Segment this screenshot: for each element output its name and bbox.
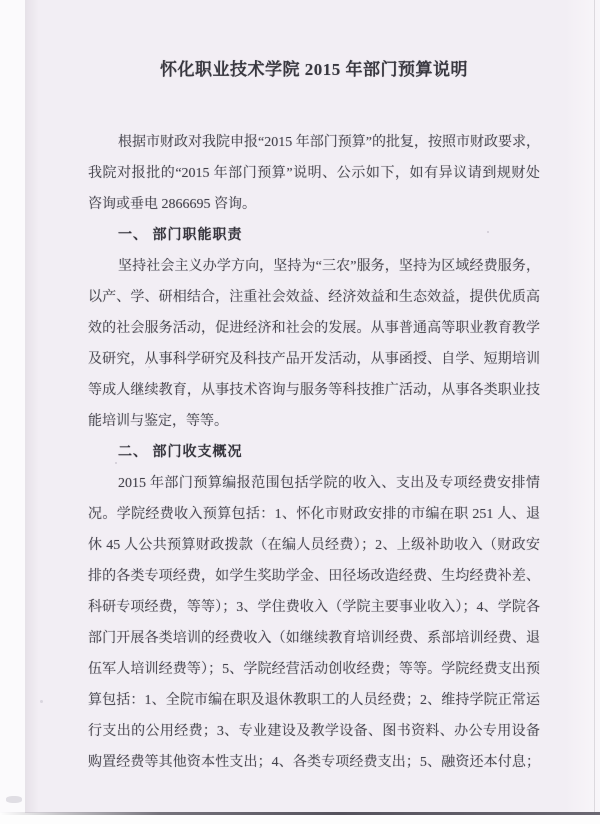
text-line: 我院对报批的“2015 年部门预算”说明、公示如下，如有异议请到规财处 (88, 166, 540, 181)
text-line: 科研专项经费，等等）；3、学住费收入（学院主要事业收入）；4、学院各 (88, 600, 540, 615)
section-heading: 一、 部门职能职责 (118, 228, 243, 243)
text-line: 2015 年部门预算编报范围包括学院的收入、支出及专项经费安排情 (118, 476, 540, 491)
scan-speck (115, 462, 117, 464)
scanner-bed-left-strip (0, 0, 25, 813)
text-line: 部门开展各类培训的经费收入（如继续教育培训经费、系部培训经费、退 (88, 631, 540, 646)
document-body (88, 127, 540, 778)
scan-speck (487, 231, 489, 233)
page-right-edge (594, 0, 595, 812)
scan-speck (152, 203, 155, 206)
text-line: 况。学院经费收入预算包括：1、怀化市财政安排的市编在职 251 人、退 (88, 507, 540, 522)
text-line: 效的社会服务活动，促进经济和社会的发展。从事普通高等职业教育教学 (88, 321, 540, 336)
scan-speck (6, 796, 22, 803)
document-title: 怀化职业技术学院 2015 年部门预算说明 (160, 60, 468, 79)
text-line: 排的各类专项经费，如学生奖助学金、田径场改造经费、生均经费补差、 (88, 569, 540, 584)
scan-speck (148, 366, 150, 368)
text-line: 休 45 人公共预算财政拨款（在编人员经费）；2、上级补助收入（财政安 (88, 538, 540, 553)
text-line: 及研究，从事科学研究及科技产品开发活动，从事函授、自学、短期培训 (88, 352, 540, 367)
text-line: 算包括：1、全院市编在职及退休教职工的人员经费；2、维持学院正常运 (88, 693, 540, 708)
text-line: 咨询或垂电 2866695 咨询。 (88, 197, 256, 212)
text-line: 以产、学、研相结合，注重社会效益、经济效益和生态效益，提供优质高 (88, 290, 540, 305)
text-line: 伍军人培训经费等）；5、学院经营活动创收经费；等等。学院经费支出预 (88, 662, 540, 677)
text-line: 行支出的公用经费；3、专业建设及教学设备、图书资料、办公专用设备 (88, 724, 540, 739)
scanner-bed-bottom-strip (0, 815, 600, 824)
text-line: 根据市财政对我院申报“2015 年部门预算”的批复，按照市财政要求， (118, 135, 540, 150)
document-content (88, 0, 540, 778)
text-line: 购置经费等其他资本性支出；4、各类专项经费支出；5、融资还本付息； (88, 755, 540, 770)
scan-speck (40, 700, 43, 703)
section-heading: 二、 部门收支概况 (118, 445, 243, 460)
text-line: 能培训与鉴定，等等。 (88, 414, 228, 429)
text-line: 等成人继续教育，从事技术咨询与服务等科技推广活动，从事各类职业技 (88, 383, 540, 398)
text-line: 坚持社会主义办学方向，坚持为“三农”服务，坚持为区域经费服务， (118, 259, 540, 274)
